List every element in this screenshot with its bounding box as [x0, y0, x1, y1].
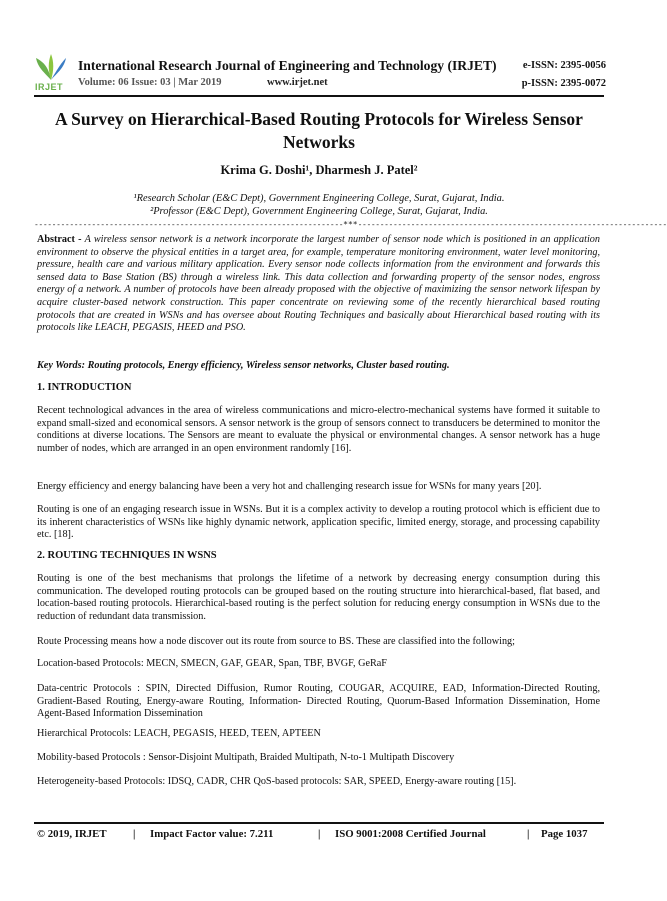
abstract-text: A wireless sensor network is a network incorporate the largest number of sensor node which is positioned in an application environment to observe the physical entities in a target area, for example, temperature monitoring environment, water level monitoring, pressure, health care and various military application. Every sensor node collects information from the environment and forwards this sensed data to Base Station (BS) through a wireless link. This data collection and forwarding property of the sensor nodes, engross energy of a network. A number of protocols have been already proposed with the objective of maximizing the sensor network lifespan by acquire cluster-based network construction. This paper concentrate on reviewing some of the recently hierarchical based routing protocols that are created in WSNs and has oversee about Routing Techniques and basically about Hierarchical based routing with its protocols like LEACH, PEGASIS, HEED and PSO.: [37, 234, 600, 334]
journal-volume: Volume: 06 Issue: 03 | Mar 2019: [78, 77, 222, 88]
footer-impact-factor: Impact Factor value: 7.211: [150, 828, 274, 840]
footer-separator: |: [318, 828, 321, 840]
footer-iso: ISO 9001:2008 Certified Journal: [335, 828, 486, 840]
footer-copyright: © 2019, IRJET: [37, 828, 107, 840]
journal-title: International Research Journal of Engineering and Technology (IRJET): [78, 58, 497, 73]
paragraph: Route Processing means how a node discover out its route from source to BS. These are classified into the following;: [37, 636, 515, 647]
keywords-label: Key Words:: [37, 360, 86, 371]
abstract: Abstract - A wireless sensor network is a network incorporate the largest number of sensor node which is positioned in an application environment to observe the physical entities in a target area, for example, temperature monitoring environment, water level monitoring, pressure, health care and various military application. Every sensor node collects information from the environment and forwards this sensed data to Base Station (BS) through a wireless link. This data collection and forwarding property of the sensor nodes, engross energy of a network. A number of protocols have been already proposed with the objective of maximizing the sensor network lifespan by acquire cluster-based network construction. This paper concentrate on reviewing some of the recently hierarchical based routing protocols that are created in WSNs and has oversee about Routing Techniques and basically about Hierarchical based routing with its protocols like LEACH, PEGASIS, HEED and PSO.: [37, 234, 600, 334]
paragraph: Heterogeneity-based Protocols: IDSQ, CADR, CHR QoS-based protocols: SAR, SPEED, Energy-aware routing [15].: [37, 776, 517, 787]
affiliation-2: ²Professor (E&C Dept), Government Engineering College, Surat, Gujarat, India.: [150, 206, 488, 217]
paragraph: Hierarchical Protocols: LEACH, PEGASIS, HEED, TEEN, APTEEN: [37, 728, 321, 739]
keywords-text: Routing protocols, Energy efficiency, Wireless sensor networks, Cluster based routing.: [87, 360, 450, 371]
abstract-label: Abstract: [37, 234, 75, 245]
irjet-logo: IRJET: [34, 52, 68, 92]
paper-title: A Survey on Hierarchical-Based Routing Protocols for Wireless Sensor Networks: [55, 109, 583, 152]
paragraph: Data-centric Protocols : SPIN, Directed Diffusion, Rumor Routing, COUGAR, ACQUIRE, EAD, Information-Directed Routing, Gradient-Based Routing, Energy-aware Routing, Information- Directed Routing, Quorum-Based Information Dissemination, Home Agent-Based Information Dissemination: [37, 683, 600, 720]
p-issn: p-ISSN: 2395-0072: [521, 78, 606, 89]
footer-page-number: Page 1037: [541, 828, 588, 840]
section-separator: ----------------------------------------------------------------------***----------------------------------------------------------------------: [34, 220, 667, 229]
affiliation-1: ¹Research Scholar (E&C Dept), Government Engineering College, Surat, Gujarat, India.: [133, 193, 505, 204]
paragraph: Routing is one of the best mechanisms that prolongs the lifetime of a network by decreasing energy consumption during this communication. The developed routing protocols can be grouped based on the routing structure into hierarchical-based, flat based, and location-based routing protocols. Hierarchical-based routing is the perfect solution for reducing energy consumption in WSNs due to the reduction of redundant data transmission.: [37, 573, 600, 622]
section-heading-introduction: 1. INTRODUCTION: [37, 382, 132, 393]
footer-rule: [34, 822, 604, 824]
paragraph: Routing is one of an engaging research issue in WSNs. But it is a complex activity to develop a routing protocol which is efficient due to its inherent characteristics of WSNs like highly dynamic network, application specific, limited energy, storage, and processing capability etc. [18].: [37, 504, 600, 541]
paragraph: Energy efficiency and energy balancing have been a very hot and challenging research issue for WSNs for many years [20].: [37, 481, 542, 492]
page-footer: [37, 828, 603, 844]
keywords: [37, 360, 600, 373]
journal-header: [34, 50, 606, 94]
paragraph: Mobility-based Protocols : Sensor-Disjoint Multipath, Braided Multipath, N-to-1 Multipath Discovery: [37, 752, 455, 763]
e-issn: e-ISSN: 2395-0056: [522, 60, 606, 71]
section-heading-routing: 2. ROUTING TECHNIQUES IN WSNS: [37, 550, 217, 561]
footer-separator: |: [133, 828, 136, 840]
journal-url[interactable]: www.irjet.net: [267, 77, 328, 88]
paragraph: Recent technological advances in the area of wireless communications and micro-electro-mechanical systems have formed it suitable to expand small-sized and economical sensors. A sensor network is the group of sensors connect to transducers be determined to monitor the conditions at diverse locations. The Sensors are meant to evaluate the physical or environmental changes. A sensor network has a huge number of nodes, which are arranged in an open environment randomly [16].: [37, 405, 600, 454]
paragraph: Location-based Protocols: MECN, SMECN, GAF, GEAR, Span, TBF, BVGF, GeRaF: [37, 658, 387, 669]
header-rule: [34, 95, 604, 97]
footer-separator: |: [527, 828, 530, 840]
paper-authors: Krima G. Doshi¹, Dharmesh J. Patel²: [220, 163, 418, 177]
